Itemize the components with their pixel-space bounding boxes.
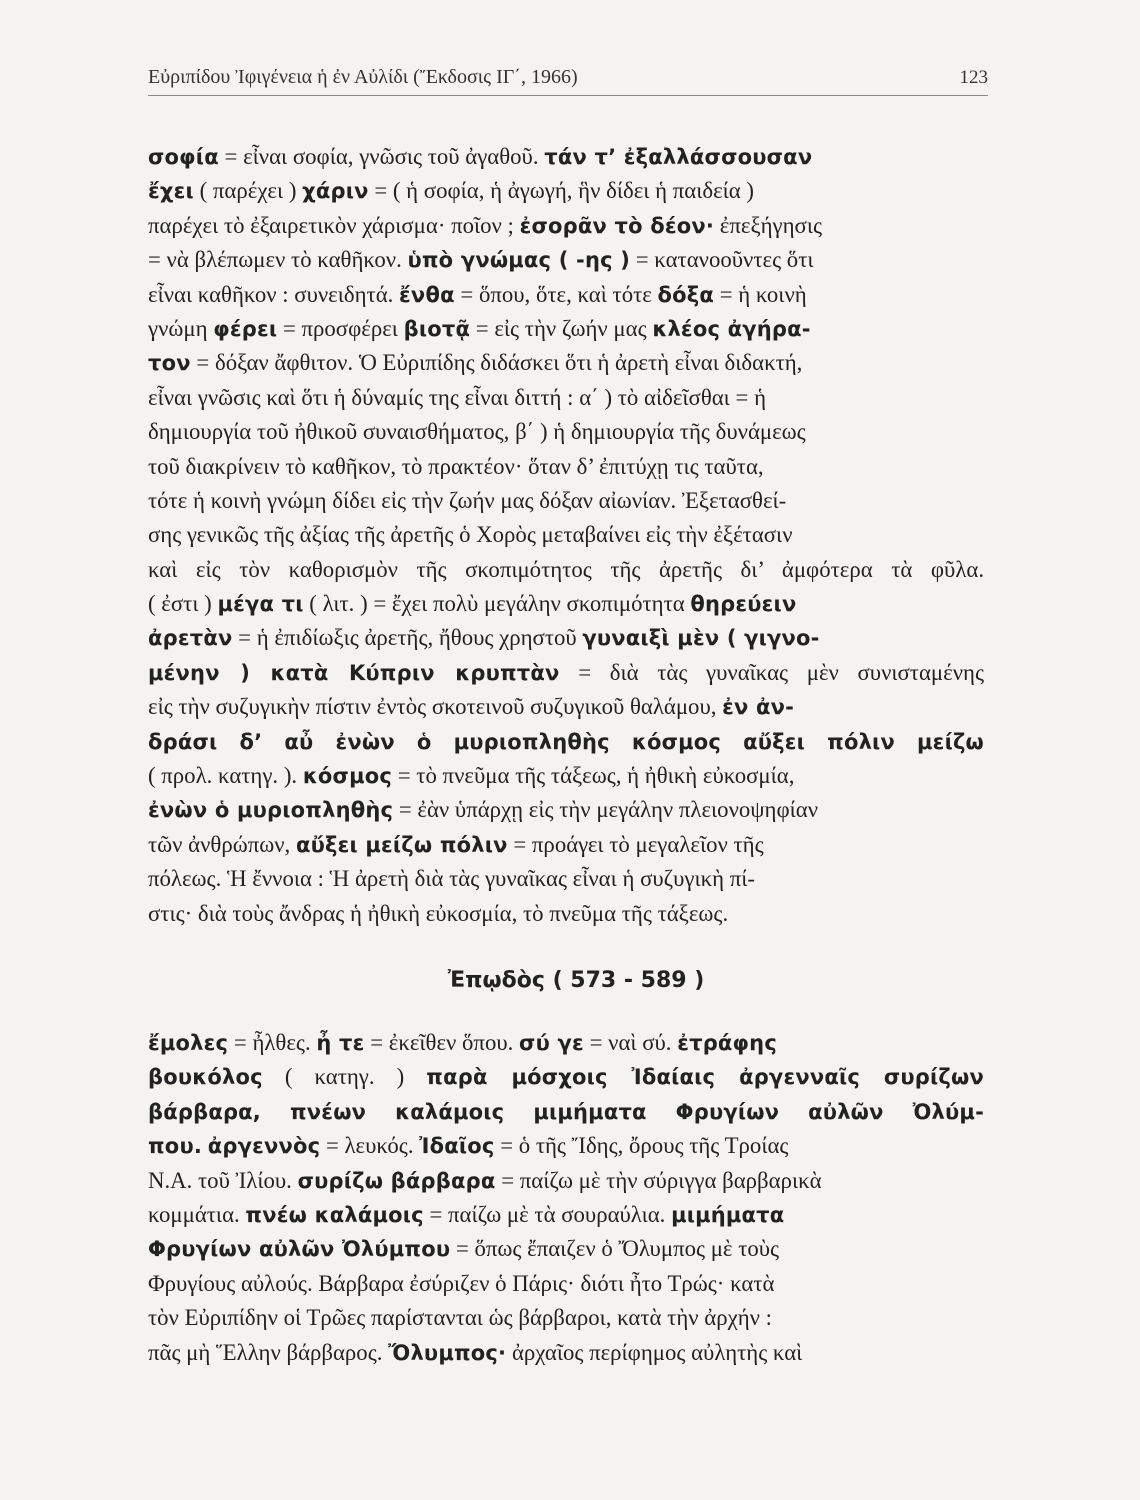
gloss-text: = προάγει τὸ μεγαλεῖον τῆς: [507, 831, 764, 857]
text-line: [148, 346, 984, 380]
lemma-term: Ἰδαῖος: [419, 1134, 495, 1159]
gloss-text: ( προλ. κατηγ. ).: [148, 763, 303, 789]
gloss-text: = ὅπου, ὅτε, καὶ τότε: [454, 281, 658, 307]
gloss-text: = παίζω μὲ τὴν σύριγγα βαρβαρικὰ: [495, 1167, 822, 1193]
gloss-text: = παίζω μὲ τὰ σουραύλια.: [423, 1201, 672, 1227]
gloss-text: ἐπεξήγησις: [714, 212, 822, 238]
text-line: [148, 1129, 984, 1163]
gloss-text: Ν.Α. τοῦ Ἰλίου.: [148, 1167, 298, 1193]
text-line: [148, 415, 984, 449]
lemma-term: κλέος ἀγήρα-: [652, 316, 811, 341]
text-line: [148, 1336, 984, 1370]
text-line: [148, 1164, 984, 1198]
lemma-term: ἐτράφης: [677, 1031, 777, 1055]
running-header: [148, 66, 988, 96]
text-line: [148, 450, 984, 484]
commentary-section-1: [148, 140, 984, 931]
text-line: [148, 656, 984, 690]
text-line: [148, 1060, 984, 1094]
gloss-text: = ναὶ σύ.: [583, 1030, 678, 1055]
lemma-term: αὔξει μείζω πόλιν: [295, 832, 508, 857]
gloss-text: = ( ἡ σοφία, ἡ ἀγωγή, ἣν δίδει ἡ παιδεία ): [368, 178, 755, 204]
gloss-text: = λευκός.: [320, 1133, 420, 1159]
gloss-text: τὸν Εὐριπίδην οἱ Τρῶες παρίστανται ὡς βάρβαροι, κατὰ τὴν ἀρχήν :: [148, 1305, 772, 1331]
lemma-term: ὑπὸ γνώμας ( -ης ): [407, 248, 631, 273]
lemma-term: σοφία: [148, 145, 219, 169]
lemma-term: βουκόλος: [148, 1065, 263, 1090]
lemma-term: παρὰ μόσχοις Ἰδαίαις ἀργενναῖς συρίζων: [426, 1065, 984, 1090]
lemma-term: μέγα τι: [217, 592, 304, 617]
gloss-text: εἰς τὴν συζυγικὴν πίστιν ἐντὸς σκοτεινοῦ συζυγικοῦ θαλάμου,: [148, 694, 723, 720]
lemma-term: χάριν: [302, 179, 369, 204]
lemma-term: Ὄλυμπος·: [388, 1340, 507, 1365]
gloss-text: πᾶς μὴ Ἕλλην βάρβαρος.: [148, 1339, 389, 1365]
lemma-term: ἔχει: [148, 179, 194, 204]
lemma-term: ἐν ἀν-: [722, 695, 795, 720]
gloss-text: εἶναι γνῶσις καὶ ὅτι ἡ δύναμίς της εἶναι διττή : α΄ ) τὸ αἰδεῖσθαι = ἡ: [148, 384, 766, 410]
text-line: [148, 690, 984, 724]
commentary-section-2: [148, 1026, 984, 1370]
lemma-term: ἐνὼν ὁ μυριοπληθὴς: [148, 798, 394, 823]
gloss-text: = ὁ τῆς Ἴδης, ὄρους τῆς Τροίας: [494, 1133, 789, 1159]
lemma-term: τάν τ’ ἐξαλλάσσουσαν: [544, 145, 813, 169]
gloss-text: = ὅπως ἔπαιζεν ὁ Ὄλυμπος μὲ τοὺς: [450, 1236, 780, 1262]
text-line: [148, 897, 984, 931]
text-line: [148, 484, 984, 518]
text-line: [148, 174, 984, 208]
text-line: [148, 312, 984, 346]
gloss-text: ( λιτ. ) = ἔχει πολὺ μεγάλην σκοπιμότητα: [303, 591, 691, 617]
text-line: [148, 1026, 984, 1060]
gloss-text: τῶν ἀνθρώπων,: [148, 831, 296, 857]
lemma-term: μιμήματα: [671, 1202, 785, 1227]
lemma-term: δόξα: [657, 282, 715, 307]
text-line: [148, 1198, 984, 1232]
text-line: [148, 1095, 984, 1129]
gloss-text: στις· διὰ τοὺς ἄνδρας ἡ ἠθικὴ εὐκοσμία, τὸ πνεῦμα τῆς τάξεως.: [148, 900, 729, 926]
gloss-text: = ἡ κοινὴ: [714, 281, 807, 307]
text-line: [148, 1301, 984, 1335]
gloss-text: = ἐὰν ὑπάρχῃ εἰς τὴν μεγάλην πλειονοψηφίαν: [393, 797, 819, 823]
lemma-term: κόσμος: [302, 764, 393, 789]
gloss-text: = τὸ πνεῦμα τῆς τάξεως, ἡ ἠθικὴ εὐκοσμία,: [392, 763, 795, 789]
lemma-term: βιοτᾷ: [403, 316, 471, 341]
lemma-term: ἀργεννὸς: [207, 1134, 321, 1159]
text-line: [148, 1232, 984, 1266]
gloss-text: = προσφέρει: [277, 315, 404, 341]
gloss-text: = κατανοοῦντες ὅτι: [630, 247, 814, 273]
lemma-term: που.: [148, 1134, 202, 1159]
gloss-text: κομμάτια.: [148, 1201, 246, 1227]
lemma-term: τον: [148, 351, 191, 376]
gloss-text: ( κατηγ. ): [262, 1064, 427, 1090]
text-line: [148, 140, 984, 174]
gloss-text: πόλεως. Ἡ ἔννοια : Ἡ ἀρετὴ διὰ τὰς γυναῖκας εἶναι ἡ συζυγικὴ πί-: [148, 866, 755, 892]
lemma-term: ἀρετὰν: [148, 626, 233, 651]
lemma-term: μένην ) κατὰ Κύπριν κρυπτὰν: [148, 660, 560, 685]
gloss-text: = ἐκεῖθεν ὅπου.: [364, 1030, 520, 1055]
text-line: [148, 759, 984, 793]
gloss-text: εἶναι καθῆκον : συνειδητά.: [148, 281, 400, 307]
lemma-term: γυναιξὶ μὲν ( γιγνο-: [582, 626, 820, 651]
lemma-term: βάρβαρα, πνέων καλάμοις μιμήματα Φρυγίων αὐλῶν Ὀλύμ-: [148, 1099, 985, 1124]
gloss-text: = εἶναι σοφία, γνῶσις τοῦ ἀγαθοῦ.: [218, 144, 545, 169]
text-line: [148, 828, 984, 862]
gloss-text: ( ἐστι ): [148, 591, 218, 617]
text-line: [148, 553, 984, 587]
lemma-term: θηρεύειν: [690, 592, 797, 617]
lemma-term: ἔνθα: [399, 282, 455, 307]
lemma-term: πνέω καλάμοις: [245, 1202, 424, 1227]
text-line: [148, 209, 984, 243]
lemma-term: δράσι δ’ αὖ ἐνὼν ὁ μυριοπληθὴς κόσμος αὔξει πόλιν μείζω: [148, 729, 985, 754]
gloss-text: = ἦλθες.: [228, 1030, 317, 1055]
lemma-term: φέρει: [213, 316, 278, 341]
gloss-text: = διὰ τὰς γυναῖκας μὲν συνισταμένης: [559, 659, 984, 685]
gloss-text: τοῦ διακρίνειν τὸ καθῆκον, τὸ πρακτέον· ὅταν δ’ ἐπιτύχῃ τις ταῦτα,: [148, 453, 764, 479]
lemma-term: Φρυγίων αὐλῶν Ὀλύμπου: [148, 1237, 451, 1262]
lemma-term: σύ γε: [519, 1031, 584, 1055]
gloss-text: γνώμη: [148, 315, 214, 341]
text-line: [148, 1267, 984, 1301]
text-line: [148, 278, 984, 312]
text-line: [148, 621, 984, 655]
text-line: [148, 381, 984, 415]
text-line: [148, 587, 984, 621]
section-heading: Ἐπῳδὸς ( 573 - 589 ): [447, 968, 705, 993]
gloss-text: ἀρχαῖος περίφημος αὐλητὴς καὶ: [506, 1339, 803, 1365]
gloss-text: Φρυγίους αὐλούς. Βάρβαρα ἐσύριζεν ὁ Πάρις· διότι ἦτο Τρώς· κατὰ: [148, 1270, 775, 1296]
lemma-term: ἔμολες: [148, 1031, 229, 1055]
gloss-text: δημιουργία τοῦ ἠθικοῦ συναισθήματος, β΄ ) ἡ δημιουργία τῆς δυνάμεως: [148, 419, 806, 445]
lemma-term: ἐσορᾶν τὸ δέον·: [519, 213, 715, 238]
gloss-text: καὶ εἰς τὸν καθορισμὸν τῆς σκοπιμότητος τῆς ἀρετῆς δι’ ἀμφότερα τὰ φῦλα.: [148, 556, 985, 582]
text-line: [148, 862, 984, 896]
gloss-text: = εἰς τὴν ζωήν μας: [470, 315, 653, 341]
gloss-text: = νὰ βλέπωμεν τὸ καθῆκον.: [148, 247, 408, 273]
text-line: [148, 793, 984, 827]
gloss-text: ( παρέχει ): [193, 178, 303, 204]
lemma-term: συρίζω βάρβαρα: [297, 1168, 496, 1193]
header-title: Εὐριπίδου Ἰφιγένεια ἡ ἐν Αὐλίδι (Ἔκδοσις ΙΓ΄, 1966): [148, 66, 578, 88]
gloss-text: = δόξαν ἄφθιτον. Ὁ Εὐριπίδης διδάσκει ὅτι ἡ ἀρετὴ εἶναι διδακτή,: [190, 350, 803, 376]
gloss-text: = ἡ ἐπιδίωξις ἀρετῆς, ἤθους χρηστοῦ: [232, 625, 583, 651]
text-line: [148, 518, 984, 552]
text-line: [148, 243, 984, 277]
gloss-text: τότε ἡ κοινὴ γνώμη δίδει εἰς τὴν ζωήν μας δόξαν αἰωνίαν. Ἐξετασθεί-: [148, 487, 787, 513]
text-line: [148, 725, 984, 759]
page-number: 123: [959, 67, 988, 88]
gloss-text: παρέχει τὸ ἐξαιρετικὸν χάρισμα· ποῖον ;: [148, 212, 520, 238]
lemma-term: ἦ τε: [316, 1031, 365, 1055]
gloss-text: σης γενικῶς τῆς ἀξίας τῆς ἀρετῆς ὁ Χορὸς μεταβαίνει εἰς τὴν ἐξέτασιν: [148, 522, 793, 548]
